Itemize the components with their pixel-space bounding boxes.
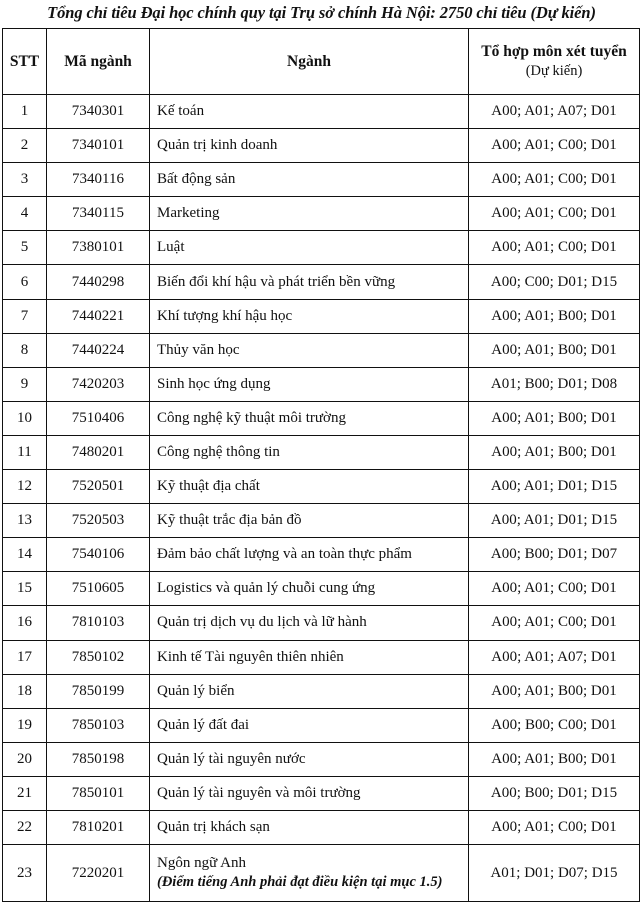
cell-code: 7510406: [47, 401, 150, 435]
cell-name: Bất động sản: [150, 163, 469, 197]
table-row: [3, 470, 640, 504]
table-row: [3, 606, 640, 640]
cell-code: 7850198: [47, 742, 150, 776]
cell-stt: 20: [3, 742, 47, 776]
cell-combo: A01; B00; D01; D08: [469, 367, 640, 401]
cell-combo: A00; A01; C00; D01: [469, 163, 640, 197]
cell-stt: 6: [3, 265, 47, 299]
cell-name: Kế toán: [150, 95, 469, 129]
cell-stt: 12: [3, 470, 47, 504]
cell-stt: 9: [3, 367, 47, 401]
table-header-row: [3, 29, 640, 95]
cell-combo: A00; A01; D01; D15: [469, 470, 640, 504]
cell-name: Công nghệ kỹ thuật môi trường: [150, 401, 469, 435]
cell-combo: A00; B00; D01; D15: [469, 776, 640, 810]
cell-name: Quản trị kinh doanh: [150, 129, 469, 163]
table-row: [3, 708, 640, 742]
cell-stt: 21: [3, 776, 47, 810]
cell-combo: A00; A01; C00; D01: [469, 606, 640, 640]
major-note: (Điểm tiếng Anh phải đạt điều kiện tại mục 1.5): [157, 874, 443, 891]
table-row: [3, 640, 640, 674]
cell-name: Kinh tế Tài nguyên thiên nhiên: [150, 640, 469, 674]
cell-code: 7340116: [47, 163, 150, 197]
header-name: Ngành: [150, 29, 469, 95]
cell-name: Quản trị khách sạn: [150, 810, 469, 844]
header-stt: STT: [3, 29, 47, 95]
cell-combo: A00; A01; B00; D01: [469, 742, 640, 776]
table-row: [3, 163, 640, 197]
cell-combo: A00; B00; D01; D07: [469, 538, 640, 572]
table-row: [3, 742, 640, 776]
table-row: [3, 299, 640, 333]
cell-code: 7850103: [47, 708, 150, 742]
table-row: [3, 129, 640, 163]
table-caption: Tổng chỉ tiêu Đại học chính quy tại Trụ sở chính Hà Nội: 2750 chỉ tiêu (Dự kiến): [47, 3, 596, 22]
cell-combo: A00; A01; C00; D01: [469, 572, 640, 606]
cell-stt: 14: [3, 538, 47, 572]
cell-code: 7850102: [47, 640, 150, 674]
cell-stt: 16: [3, 606, 47, 640]
cell-stt: 23: [3, 845, 47, 902]
cell-stt: 1: [3, 95, 47, 129]
cell-name: Kỹ thuật trắc địa bản đồ: [150, 504, 469, 538]
cell-code: 7810103: [47, 606, 150, 640]
admission-quota-table: [2, 28, 640, 902]
cell-stt: 10: [3, 401, 47, 435]
cell-name: Logistics và quản lý chuỗi cung ứng: [150, 572, 469, 606]
cell-stt: 15: [3, 572, 47, 606]
cell-code: 7420203: [47, 367, 150, 401]
cell-stt: 7: [3, 299, 47, 333]
cell-stt: 3: [3, 163, 47, 197]
cell-code: 7520501: [47, 470, 150, 504]
cell-code: 7520503: [47, 504, 150, 538]
cell-combo: A00; C00; D01; D15: [469, 265, 640, 299]
cell-name: [150, 845, 469, 902]
table-row: [3, 435, 640, 469]
table-row: [3, 333, 640, 367]
cell-combo: A00; A01; C00; D01: [469, 231, 640, 265]
table-row: [3, 95, 640, 129]
cell-name: Quản lý biển: [150, 674, 469, 708]
cell-code: 7340301: [47, 95, 150, 129]
cell-combo: A00; A01; C00; D01: [469, 810, 640, 844]
cell-stt: 8: [3, 333, 47, 367]
cell-name: Quản lý đất đai: [150, 708, 469, 742]
cell-stt: 18: [3, 674, 47, 708]
header-code: Mã ngành: [47, 29, 150, 95]
cell-stt: 17: [3, 640, 47, 674]
table-row: [3, 674, 640, 708]
cell-stt: 22: [3, 810, 47, 844]
cell-combo: A00; B00; C00; D01: [469, 708, 640, 742]
table-row: [3, 401, 640, 435]
table-row: [3, 265, 640, 299]
cell-combo: A00; A01; B00; D01: [469, 435, 640, 469]
cell-name: Quản trị dịch vụ du lịch và lữ hành: [150, 606, 469, 640]
table-body: [3, 95, 640, 902]
cell-stt: 4: [3, 197, 47, 231]
cell-name: Đảm bảo chất lượng và an toàn thực phẩm: [150, 538, 469, 572]
cell-code: 7340115: [47, 197, 150, 231]
cell-stt: 11: [3, 435, 47, 469]
header-combo-subtitle: (Dự kiến): [525, 63, 583, 79]
cell-code: 7440221: [47, 299, 150, 333]
cell-combo: A00; A01; B00; D01: [469, 674, 640, 708]
cell-stt: 5: [3, 231, 47, 265]
cell-code: 7380101: [47, 231, 150, 265]
cell-code: 7850101: [47, 776, 150, 810]
cell-name: Sinh học ứng dụng: [150, 367, 469, 401]
header-combo: [469, 29, 640, 95]
cell-name: Khí tượng khí hậu học: [150, 299, 469, 333]
cell-name: Biến đổi khí hậu và phát triển bền vững: [150, 265, 469, 299]
cell-combo: A00; A01; A07; D01: [469, 95, 640, 129]
cell-name: Quản lý tài nguyên và môi trường: [150, 776, 469, 810]
cell-code: 7540106: [47, 538, 150, 572]
table-row: [3, 504, 640, 538]
cell-code: 7220201: [47, 845, 150, 902]
cell-code: 7810201: [47, 810, 150, 844]
cell-combo: A00; A01; B00; D01: [469, 333, 640, 367]
cell-combo: A00; A01; B00; D01: [469, 401, 640, 435]
cell-name: Thủy văn học: [150, 333, 469, 367]
cell-combo: A00; A01; D01; D15: [469, 504, 640, 538]
table-row: [3, 538, 640, 572]
table-row: [3, 572, 640, 606]
cell-code: 7510605: [47, 572, 150, 606]
table-row: [3, 231, 640, 265]
cell-combo: A00; A01; A07; D01: [469, 640, 640, 674]
cell-code: 7480201: [47, 435, 150, 469]
cell-name: Công nghệ thông tin: [150, 435, 469, 469]
table-row: [3, 776, 640, 810]
table-row: [3, 197, 640, 231]
cell-combo: A01; D01; D07; D15: [469, 845, 640, 902]
table-row: [3, 845, 640, 902]
cell-code: 7340101: [47, 129, 150, 163]
cell-name: Luật: [150, 231, 469, 265]
cell-stt: 13: [3, 504, 47, 538]
cell-name: Kỹ thuật địa chất: [150, 470, 469, 504]
cell-combo: A00; A01; B00; D01: [469, 299, 640, 333]
cell-code: 7440224: [47, 333, 150, 367]
cell-combo: A00; A01; C00; D01: [469, 129, 640, 163]
cell-code: 7850199: [47, 674, 150, 708]
header-combo-title: Tổ hợp môn xét tuyển: [481, 43, 627, 60]
cell-stt: 2: [3, 129, 47, 163]
cell-name: Marketing: [150, 197, 469, 231]
cell-stt: 19: [3, 708, 47, 742]
major-name: Ngôn ngữ Anh: [157, 855, 246, 872]
table-row: [3, 810, 640, 844]
cell-code: 7440298: [47, 265, 150, 299]
cell-combo: A00; A01; C00; D01: [469, 197, 640, 231]
cell-name: Quản lý tài nguyên nước: [150, 742, 469, 776]
table-row: [3, 367, 640, 401]
